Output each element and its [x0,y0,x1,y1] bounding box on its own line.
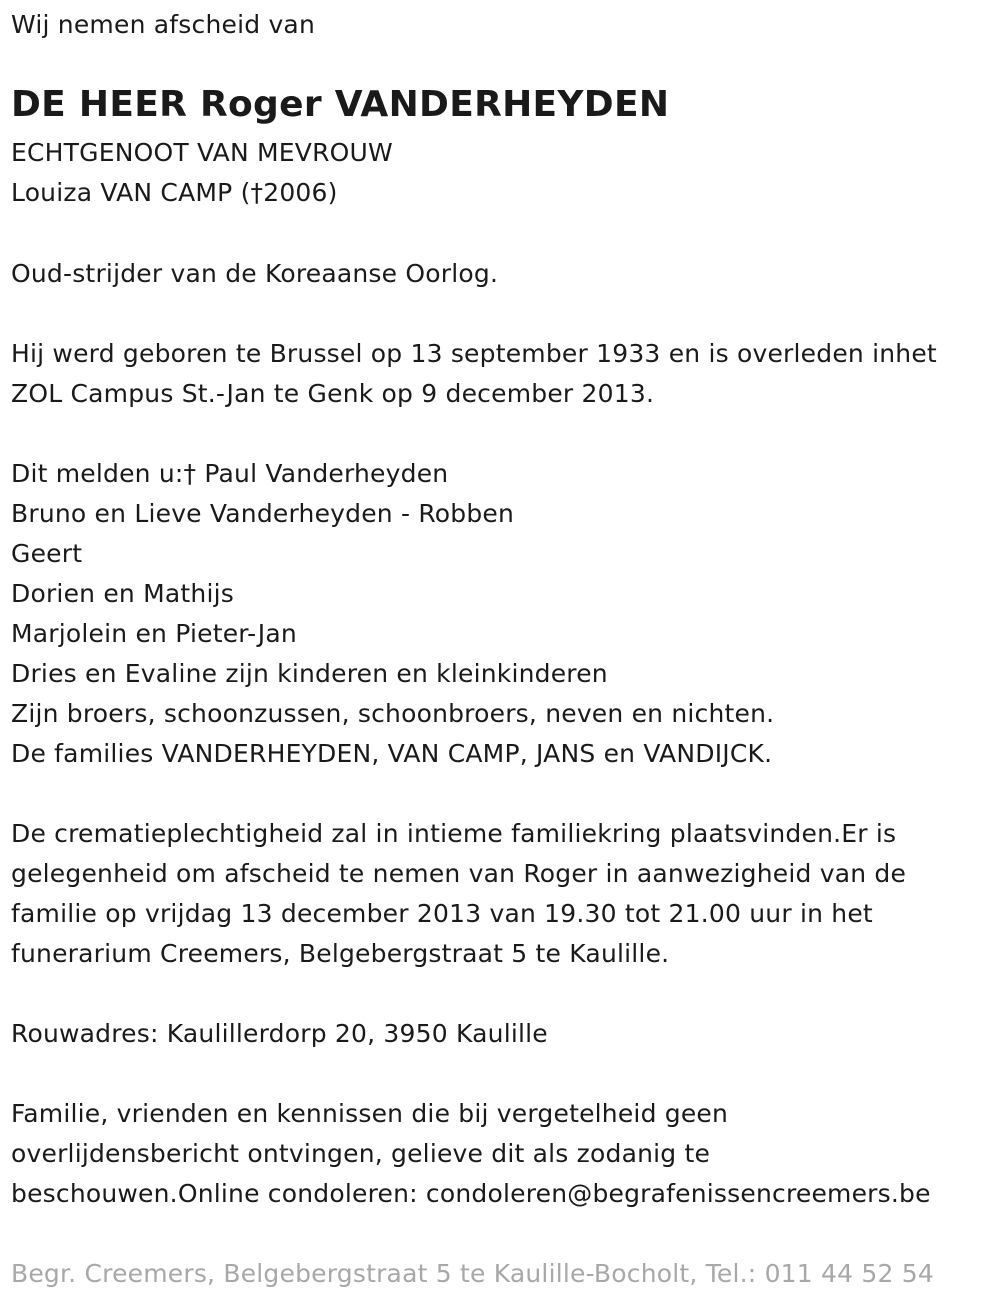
ceremony-line: funerarium Creemers, Belgebergstraat 5 te Kaulille. [11,939,670,968]
undertaker-footer: Begr. Creemers, Belgebergstraat 5 te Kaulille-Bocholt, Tel.: 011 44 52 54 [11,1259,934,1288]
birth-death-line: Hij werd geboren te Brussel op 13 september 1933 en is overleden inhet [11,339,937,368]
ceremony-line: De crematieplechtigheid zal in intieme familiekring plaatsvinden.Er is [11,819,897,848]
condolences-line: beschouwen.Online condoleren: condoleren@begrafenissencreemers.be [11,1179,931,1208]
deceased-name: DE HEER Roger VANDERHEYDEN [11,84,670,125]
intro-text: Wij nemen afscheid van [11,10,315,39]
family-line: Dorien en Mathijs [11,579,234,608]
condolences-line: overlijdensbericht ontvingen, gelieve dit als zodanig te [11,1139,711,1168]
family-line: Dries en Evaline zijn kinderen en kleinkinderen [11,659,608,688]
family-line: Zijn broers, schoonzussen, schoonbroers, neven en nichten. [11,699,775,728]
family-line: Geert [11,539,83,568]
condolences-line: Familie, vrienden en kennissen die bij vergetelheid geen [11,1099,729,1128]
family-line: De families VANDERHEYDEN, VAN CAMP, JANS en VANDIJCK. [11,739,773,768]
family-line: Bruno en Lieve Vanderheyden - Robben [11,499,515,528]
birth-death-line: ZOL Campus St.-Jan te Genk op 9 december 2013. [11,379,655,408]
address-line: Rouwadres: Kaulillerdorp 20, 3950 Kaulille [11,1019,548,1048]
spouse-line: Louiza VAN CAMP (†2006) [11,178,338,207]
ceremony-line: gelegenheid om afscheid te nemen van Roger in aanwezigheid van de [11,859,907,888]
family-line: Marjolein en Pieter-Jan [11,619,297,648]
veteran-line: Oud-strijder van de Koreaanse Oorlog. [11,259,499,288]
spouse-line: ECHTGENOOT VAN MEVROUW [11,138,393,167]
ceremony-line: familie op vrijdag 13 december 2013 van 19.30 tot 21.00 uur in het [11,899,873,928]
family-line: Dit melden u:† Paul Vanderheyden [11,459,449,488]
